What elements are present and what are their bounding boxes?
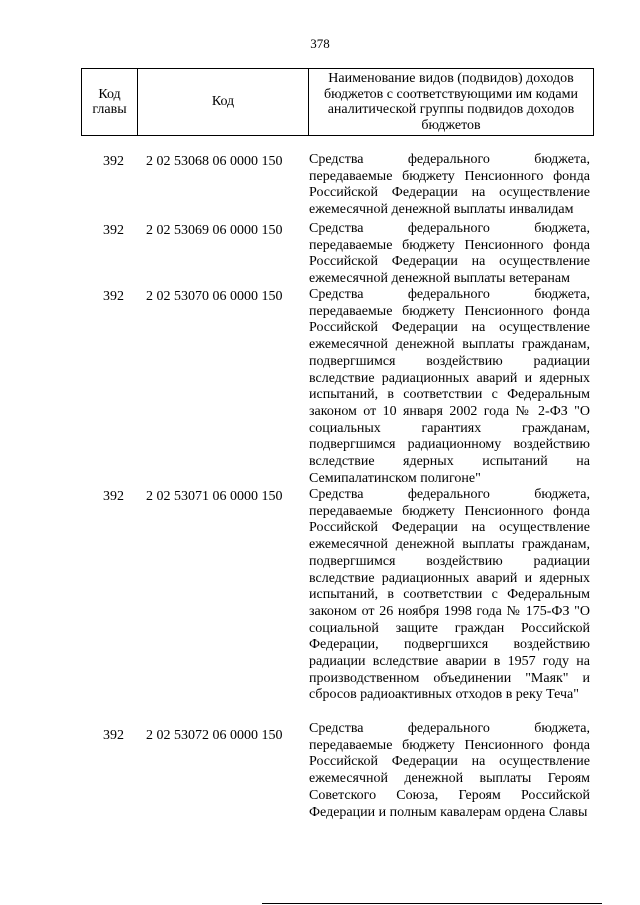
header-code: Код	[138, 69, 309, 136]
revenue-name: Средства федерального бюджета, передаваемые бюджету Пенсионного фонда Российской Федерации на осуществление ежемесячной денежной выплаты ветеранам	[309, 221, 590, 287]
revenue-name: Средства федерального бюджета, передаваемые бюджету Пенсионного фонда Российской Федерации на осуществление ежемесячной денежной выплаты Героям Советского Союза, Героям Российской Федерации и полным кавалерам ордена Славы	[309, 721, 590, 820]
revenue-name: Средства федерального бюджета, передаваемые бюджету Пенсионного фонда Российской Федерации на осуществление ежемесячной денежной выплаты гражданам, подвергшимся воздействию радиации вследствие радиационных аварий и ядерных испытаний, в соответствии с Федеральным законом от 10 января 2002 года № 2-ФЗ "О социальных гарантиях гражданам, подвергшимся радиационному воздействию вследствие ядерных испытаний на Семипалатинском полигоне"	[309, 287, 590, 486]
table-row	[81, 287, 592, 487]
header-revenue-name: Наименование видов (подвидов) доходов бюджетов с соответствующими им кодами аналитической группы подвидов доходов бюджетов	[309, 69, 594, 136]
footer-divider	[262, 903, 602, 904]
table-row	[81, 487, 592, 721]
chapter-code: 392	[103, 489, 124, 504]
revenue-code: 2 02 53070 06 0000 150	[146, 289, 283, 304]
chapter-code: 392	[103, 154, 124, 169]
chapter-code: 392	[103, 289, 124, 304]
revenue-code: 2 02 53069 06 0000 150	[146, 223, 283, 238]
revenue-list	[81, 152, 592, 841]
revenue-name: Средства федерального бюджета, передаваемые бюджету Пенсионного фонда Российской Федерации на осуществление ежемесячной денежной выплаты инвалидам	[309, 152, 590, 218]
chapter-code: 392	[103, 223, 124, 238]
table-row	[81, 152, 592, 221]
table-row	[81, 721, 592, 841]
header-chapter-code: Код главы	[82, 69, 138, 136]
page-number: 378	[310, 36, 330, 51]
header-row	[82, 69, 594, 136]
revenue-code: 2 02 53071 06 0000 150	[146, 489, 283, 504]
chapter-code: 392	[103, 728, 124, 743]
header-table	[81, 68, 594, 136]
table-row	[81, 221, 592, 287]
revenue-code: 2 02 53072 06 0000 150	[146, 728, 283, 743]
revenue-code: 2 02 53068 06 0000 150	[146, 154, 283, 169]
revenue-name: Средства федерального бюджета, передаваемые бюджету Пенсионного фонда Российской Федерации на осуществление ежемесячной денежной выплаты гражданам, подвергшимся воздействию радиации вследствие радиационных аварий и ядерных испытаний, в соответствии с Федеральным законом от 26 ноября 1998 года № 175-ФЗ "О социальной защите граждан Российской Федерации, подвергшихся воздействию радиации вследствие аварии в 1957 году на производственном объединении "Маяк" и сбросов радиоактивных отходов в реку Теча"	[309, 487, 590, 703]
